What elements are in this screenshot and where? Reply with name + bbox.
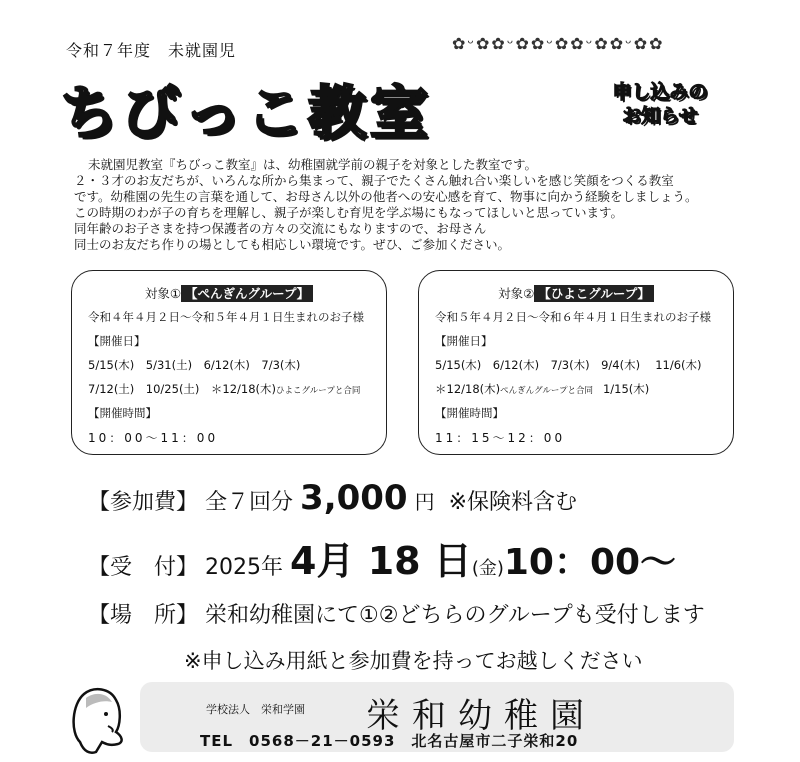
reception-year-unit: 年 [261, 555, 284, 580]
eligibility: 令和５年４月２日～令和６年４月１日生まれのお子様 [435, 310, 711, 324]
group-name: 【ぺんぎんグループ】 [181, 285, 313, 302]
bring-note: ※申し込み用紙と参加費を持ってお越しください [184, 649, 643, 673]
fee-label: 【参加費】 [88, 490, 199, 515]
dates-line: 5/15(木) 5/31(土) 6/12(木) 7/3(木) [88, 358, 301, 372]
flower-decoration-icon: ✿ᵕ✿✿ᵕ✿✿ᵕ✿✿ᵕ✿✿ᵕ✿✿ [452, 34, 665, 53]
target-label: 対象① [144, 286, 182, 301]
dates-line: 5/15(木) 6/12(木) 7/3(木) 9/4(木) 11/6(木) [435, 358, 702, 372]
intro-line: この時期のわが子の育ちを理解し、親子が楽しむ育児を学ぶ場にもなってほしいと思っています。 [74, 205, 624, 220]
notice-line-2: お知らせ [622, 105, 698, 127]
intro-text [74, 157, 774, 253]
place-line [88, 598, 705, 629]
dates-line-text: 7/12(土) 10/25(土) ＊12/18(木) [88, 382, 277, 396]
dates-line [88, 381, 360, 397]
group-card-penguin [71, 270, 387, 455]
page-title: ちびっこ教室 [60, 79, 433, 147]
fee-count: 全７回分 [205, 490, 294, 515]
group-title [419, 284, 733, 302]
session-time: 11：15～12：00 [435, 431, 566, 445]
time-heading: 【開催時間】 [435, 406, 504, 420]
group-title [72, 284, 386, 302]
fee-line [88, 478, 577, 518]
corporation-name: 学校法人 栄和学園 [206, 703, 305, 716]
fee-unit: 円 [414, 490, 435, 514]
dates-heading: 【開催日】 [435, 334, 493, 348]
intro-line: 同年齢のお子さまを持つ保護者の方々の交流にもなりますので、お母さん [74, 221, 487, 236]
session-time: 10：00～11：00 [88, 431, 219, 445]
contact-info: TEL 0568－21－0593 北名古屋市二子栄和20 [200, 732, 579, 750]
event-subtitle: 令和７年度 未就園児 [66, 41, 237, 60]
reception-date: 4月 18 日 [290, 539, 472, 583]
dates-line-text: ＊12/18(木) [435, 382, 501, 396]
school-footer [140, 682, 734, 752]
place-label: 【場 所】 [88, 603, 199, 628]
fee-amount: 3,000 [300, 478, 408, 518]
dates-note: ぺんぎんグループと合同 [500, 386, 593, 396]
intro-line: 未就園児教室『ちびっこ教室』は、幼稚園就学前の親子を対象とした教室です。 [88, 157, 538, 172]
intro-line: ２・３才のお友だちが、いろんな所から集まって、親子でたくさん触れ合い楽しいを感じ笑顔をつくる教室 [74, 173, 674, 188]
child-mascot-icon [66, 682, 128, 754]
target-label: 対象② [498, 286, 535, 301]
reception-label: 【受 付】 [88, 555, 199, 580]
reception-year: 2025 [205, 555, 262, 580]
fee-note: ※保険料含む [448, 490, 578, 515]
dates-line-extra: 1/15(木) [602, 382, 650, 396]
notice-line-1: 申し込みの [612, 81, 708, 103]
reception-line [88, 530, 676, 585]
place-text: 栄和幼稚園にて①②どちらのグループも受付します [205, 603, 705, 628]
reception-time: 10：00～ [503, 542, 677, 583]
group-card-chick [418, 270, 734, 455]
group-name: 【ひよこグループ】 [534, 285, 654, 302]
reception-weekday: (金) [471, 558, 504, 579]
time-heading: 【開催時間】 [88, 406, 157, 420]
notice-heading [600, 80, 720, 128]
intro-line: です。幼稚園の先生の言葉を通して、お母さん以外の他者への安心感を育て、物事に向かう経験をしましょう。 [74, 189, 698, 204]
eligibility: 令和４年４月２日～令和５年４月１日生まれのお子様 [88, 310, 364, 324]
dates-note: ひよこグループと合同 [276, 386, 361, 396]
intro-line: 同士のお友だち作りの場としても相応しい環境です。ぜひ、ご参加ください。 [74, 237, 511, 252]
dates-line [435, 381, 649, 397]
school-name: 栄和幼稚園 [366, 696, 596, 736]
dates-heading: 【開催日】 [88, 334, 146, 348]
